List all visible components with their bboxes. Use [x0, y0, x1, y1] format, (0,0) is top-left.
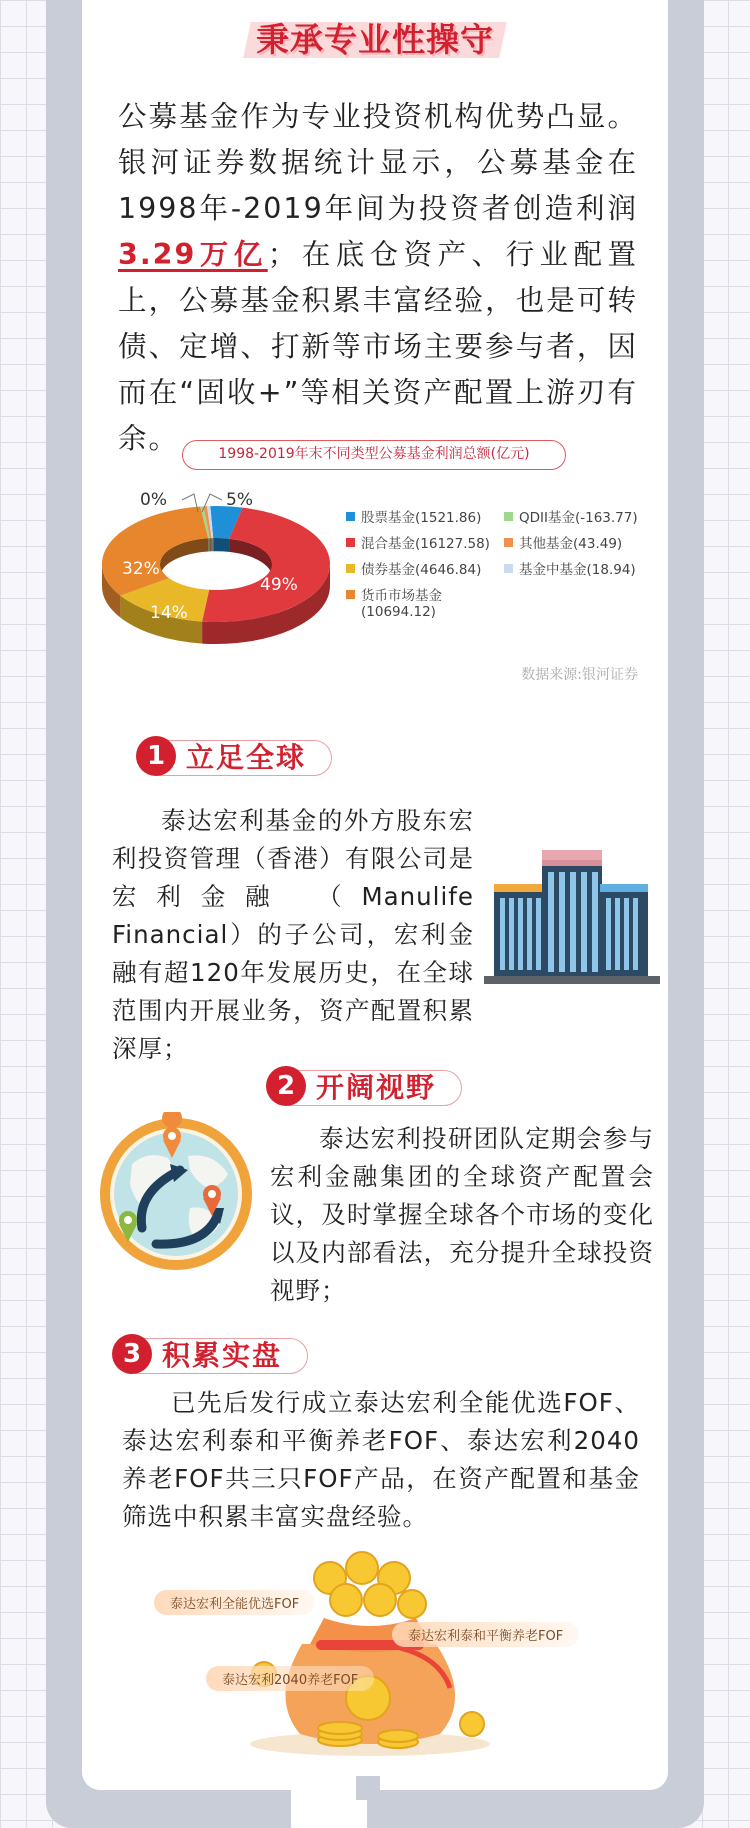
legend-name-5: 其他基金 [519, 536, 573, 552]
legend-value-0: (1521.86) [415, 510, 482, 526]
intro-text-after: ；在底仓资产、行业配置上，公募基金积累丰富经验，也是可转债、定增、打新等市场主要参与者，因而在“固收+”等相关资产配置上游刃有余。 [118, 238, 638, 455]
money-bag-illustration [240, 1548, 500, 1758]
page-title: 秉承专业性操守 [256, 20, 494, 59]
section-2-title: 开阔视野 [316, 1071, 437, 1104]
intro-text-before: 公募基金作为专业投资机构优势凸显。银河证券数据统计显示，公募基金在1998年-2019年间为投资者创造利润 [118, 100, 638, 225]
legend-value-5: (43.49) [573, 536, 623, 552]
legend-swatch-2 [346, 564, 355, 573]
section-3-number: 3 [112, 1334, 152, 1374]
donut-chart [98, 490, 338, 660]
fof-label-2: 泰达宏利泰和平衡养老FOF [392, 1622, 579, 1647]
chart-title: 1998-2019年末不同类型公募基金利润总额(亿元) [182, 440, 566, 470]
legend-value-3: (10694.12) [361, 604, 436, 620]
legend-name-3: 货币市场基金 [361, 588, 442, 604]
section-1-text: 泰达宏利基金的外方股东宏利投资管理（香港）有限公司是宏利金融 （Manulife Financial）的子公司，宏利金融有超120年发展历史，在全球范围内开展业务，资产配置积累深厚； [112, 806, 474, 1063]
section-2-number: 2 [266, 1066, 306, 1106]
section-1-title: 立足全球 [186, 741, 307, 774]
legend-swatch-5 [504, 538, 513, 547]
legend-value-4: (-163.77) [574, 510, 638, 526]
legend-swatch-0 [346, 512, 355, 521]
section-2-heading [266, 1066, 462, 1110]
donut-percent-label-1: 49% [260, 575, 298, 595]
legend-value-1: (16127.58) [415, 536, 490, 552]
legend-item-2 [346, 558, 481, 578]
donut-percent-label-0: 5% [226, 490, 253, 510]
legend-name-2: 债券基金 [361, 562, 415, 578]
fof-label-3: 泰达宏利2040养老FOF [206, 1666, 374, 1691]
legend-value-6: (18.94) [586, 562, 636, 578]
legend-name-1: 混合基金 [361, 536, 415, 552]
section-1-number: 1 [136, 736, 176, 776]
legend-swatch-4 [504, 512, 513, 521]
legend-name-6: 基金中基金 [519, 562, 587, 578]
donut-inner-0 [213, 538, 229, 552]
buildings-illustration [484, 850, 660, 986]
legend-item-4 [504, 506, 638, 526]
donut-chart-svg [98, 490, 338, 660]
intro-paragraph [118, 94, 638, 462]
section-3-title: 积累实盘 [162, 1339, 283, 1372]
legend-item-5 [504, 532, 622, 552]
legend-item-0 [346, 506, 481, 526]
legend-value-2: (4646.84) [415, 562, 482, 578]
donut-percent-label-4: 0% [140, 490, 167, 510]
intro-highlight: 3.29万亿 [118, 238, 268, 271]
section-1-heading [136, 736, 332, 780]
donut-inner-6 [212, 538, 214, 551]
section-3-text: 已先后发行成立泰达宏利全能优选FOF、泰达宏利泰和平衡养老FOF、泰达宏利2040养老FOF共三只FOF产品，在资产配置和基金筛选中积累丰富实盘经验。 [122, 1388, 640, 1531]
legend-swatch-6 [504, 564, 513, 573]
donut-inner-5 [210, 538, 212, 551]
fof-label-1: 泰达宏利全能优选FOF [154, 1590, 315, 1615]
legend-name-4: QDII基金 [519, 510, 575, 526]
data-source: 数据来源:银河证券 [521, 667, 638, 683]
section-3-heading [112, 1334, 308, 1378]
donut-percent-label-3: 32% [122, 559, 160, 579]
legend-item-3 [346, 584, 442, 620]
legend-item-6 [504, 558, 636, 578]
legend-name-0: 股票基金 [361, 510, 415, 526]
globe-icon [96, 1112, 256, 1272]
donut-percent-label-2: 14% [150, 603, 188, 623]
section-2-text: 泰达宏利投研团队定期会参与宏利金融集团的全球资产配置会议，及时掌握全球各个市场的变化以及内部看法，充分提升全球投资视野； [270, 1124, 654, 1305]
title-banner [247, 14, 503, 62]
legend-swatch-3 [346, 590, 355, 599]
legend-item-1 [346, 532, 490, 552]
legend-swatch-1 [346, 538, 355, 547]
donut-inner-4 [208, 538, 210, 551]
frame-bottom-square [356, 1776, 380, 1800]
